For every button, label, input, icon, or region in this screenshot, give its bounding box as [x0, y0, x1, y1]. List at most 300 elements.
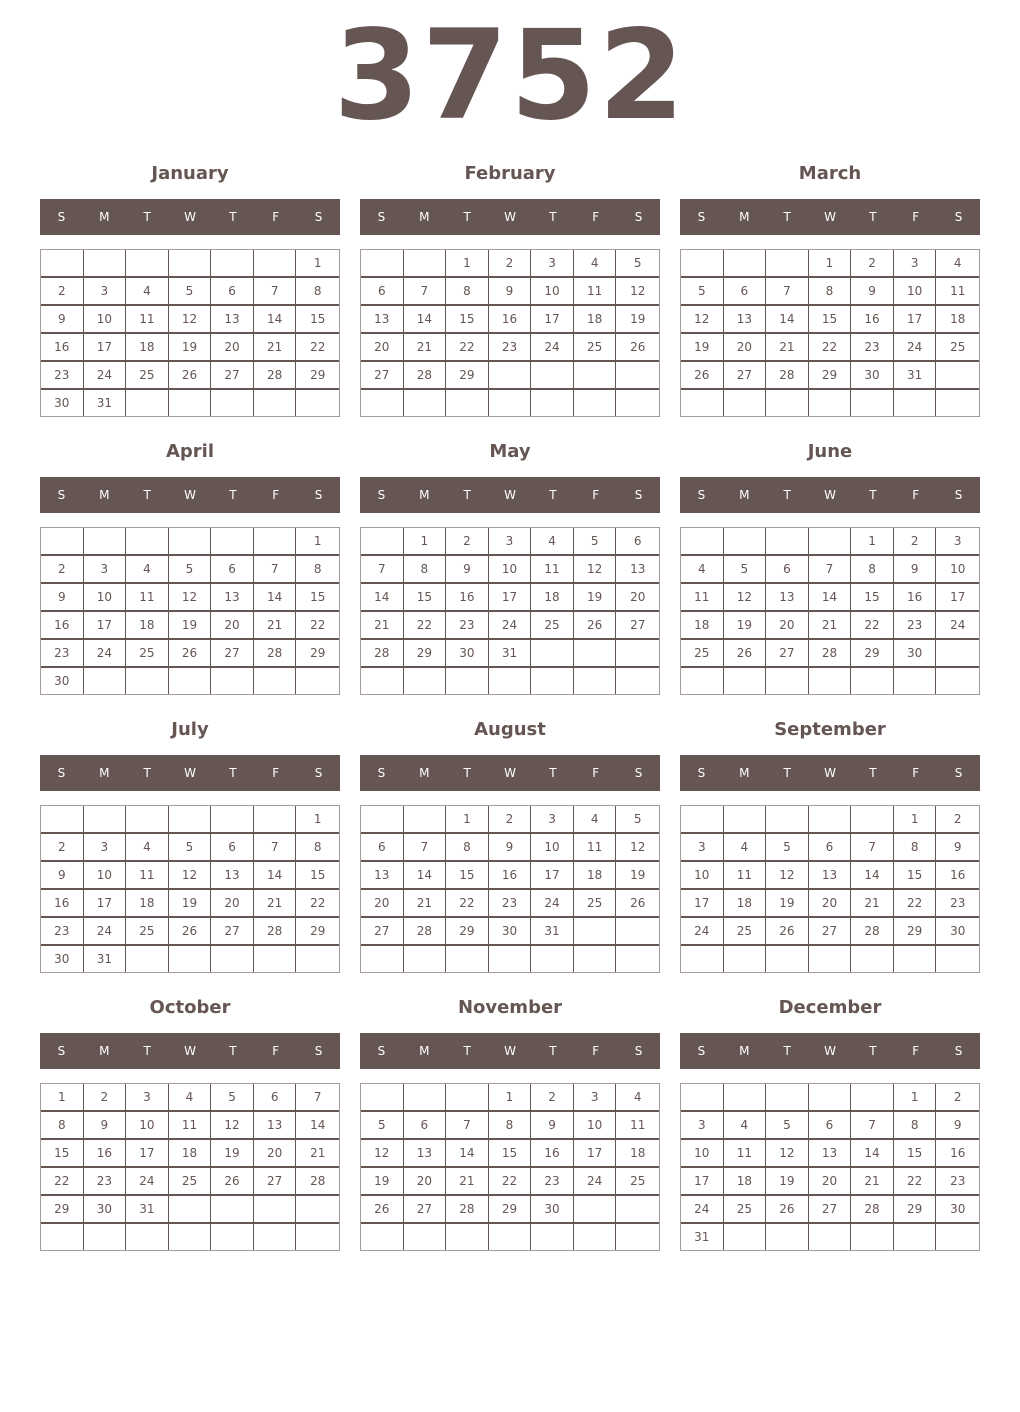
- weekday-label: F: [272, 488, 280, 502]
- weekday-label: S: [634, 766, 643, 780]
- day-cell: 7: [851, 834, 894, 862]
- weekday-label: W: [824, 1044, 836, 1058]
- day-cell: 16: [851, 306, 894, 334]
- day-cell: 16: [936, 862, 979, 890]
- day-cell: 14: [809, 584, 852, 612]
- day-cell: 2: [851, 250, 894, 278]
- weekday-label: T: [783, 1044, 791, 1058]
- weekday-label: S: [377, 1044, 386, 1058]
- day-cell: 21: [446, 1168, 489, 1196]
- weekday-label: S: [697, 1044, 706, 1058]
- day-cell: 18: [724, 890, 767, 918]
- weekday-header-bar: [360, 199, 660, 235]
- day-cell: 18: [616, 1140, 659, 1168]
- day-cell: 18: [681, 612, 724, 640]
- day-cell: 25: [169, 1168, 212, 1196]
- day-cell: 17: [489, 584, 532, 612]
- day-cell: 15: [404, 584, 447, 612]
- weekday-label: M: [739, 1044, 750, 1058]
- day-cell: 29: [809, 362, 852, 390]
- day-cell: 10: [894, 278, 937, 306]
- day-cell: [211, 1224, 254, 1250]
- day-cell: 26: [766, 918, 809, 946]
- day-cell: 21: [254, 612, 297, 640]
- month-title: July: [171, 719, 209, 740]
- day-cell: [404, 390, 447, 416]
- day-cell: 2: [41, 834, 84, 862]
- day-cell: 14: [766, 306, 809, 334]
- day-cell: 22: [446, 890, 489, 918]
- day-cell: [404, 250, 447, 278]
- day-cell: 15: [41, 1140, 84, 1168]
- day-cell: 24: [531, 334, 574, 362]
- weekday-label: F: [272, 1044, 280, 1058]
- weekday-label: S: [314, 210, 323, 224]
- day-cell: 8: [41, 1112, 84, 1140]
- day-cell: 13: [766, 584, 809, 612]
- day-cell: 20: [766, 612, 809, 640]
- day-cell: 14: [254, 862, 297, 890]
- weekday-label: F: [592, 1044, 600, 1058]
- day-cell: [724, 1084, 767, 1112]
- day-cell: 16: [446, 584, 489, 612]
- day-cell: [766, 250, 809, 278]
- day-cell: 6: [211, 834, 254, 862]
- day-cell: 27: [809, 1196, 852, 1224]
- day-cell: 25: [126, 918, 169, 946]
- day-cell: [126, 668, 169, 694]
- day-cell: [766, 668, 809, 694]
- weekday-label: T: [869, 210, 877, 224]
- day-cell: 26: [169, 640, 212, 668]
- day-cell: 10: [126, 1112, 169, 1140]
- weekday-label: W: [504, 766, 516, 780]
- day-cell: 19: [616, 306, 659, 334]
- day-cell: [531, 668, 574, 694]
- day-cell: 12: [766, 862, 809, 890]
- day-cell: 17: [531, 306, 574, 334]
- day-cell: 18: [126, 890, 169, 918]
- day-cell: [724, 946, 767, 972]
- weekday-label: F: [272, 766, 280, 780]
- weekday-label: S: [377, 210, 386, 224]
- weekday-label: T: [229, 766, 237, 780]
- day-cell: 5: [169, 556, 212, 584]
- day-cell: 3: [531, 806, 574, 834]
- day-cell: 1: [851, 528, 894, 556]
- day-cell: 4: [936, 250, 979, 278]
- day-cell: 17: [531, 862, 574, 890]
- day-cell: [724, 668, 767, 694]
- day-cell: 16: [489, 862, 532, 890]
- day-cell: [936, 1224, 979, 1250]
- day-cell: 12: [169, 862, 212, 890]
- day-cell: 7: [851, 1112, 894, 1140]
- weekday-label: S: [634, 1044, 643, 1058]
- day-cell: [681, 528, 724, 556]
- day-cell: [724, 528, 767, 556]
- day-cell: 20: [211, 890, 254, 918]
- day-cell: 23: [936, 1168, 979, 1196]
- day-cell: [296, 1196, 339, 1224]
- day-cell: 22: [404, 612, 447, 640]
- day-cell: 19: [169, 612, 212, 640]
- day-cell: 13: [254, 1112, 297, 1140]
- day-cell: 11: [616, 1112, 659, 1140]
- day-cell: 5: [766, 834, 809, 862]
- day-cell: 8: [446, 278, 489, 306]
- day-cell: 18: [724, 1168, 767, 1196]
- month-title: October: [149, 997, 231, 1018]
- day-cell: 26: [766, 1196, 809, 1224]
- day-cell: 15: [894, 1140, 937, 1168]
- day-cell: [574, 918, 617, 946]
- day-cell: 21: [361, 612, 404, 640]
- day-cell: 3: [681, 834, 724, 862]
- day-cell: 30: [851, 362, 894, 390]
- day-cell: 19: [169, 890, 212, 918]
- day-cell: 23: [936, 890, 979, 918]
- day-cell: 5: [169, 278, 212, 306]
- day-cell: 9: [531, 1112, 574, 1140]
- day-cell: 17: [126, 1140, 169, 1168]
- day-cell: 24: [84, 362, 127, 390]
- weekday-label: W: [184, 210, 196, 224]
- day-cell: 27: [211, 362, 254, 390]
- day-cell: [681, 390, 724, 416]
- day-cell: 30: [41, 946, 84, 972]
- day-cell: 13: [809, 1140, 852, 1168]
- day-cell: 12: [724, 584, 767, 612]
- day-cell: [894, 668, 937, 694]
- weekday-header-bar: [360, 1033, 660, 1069]
- day-cell: 19: [169, 334, 212, 362]
- day-cell: 15: [489, 1140, 532, 1168]
- month-title: January: [151, 163, 229, 184]
- day-cell: 15: [296, 862, 339, 890]
- weekday-label: S: [954, 1044, 963, 1058]
- day-cell: 3: [84, 556, 127, 584]
- day-cell: [616, 918, 659, 946]
- weekday-label: W: [504, 1044, 516, 1058]
- weekday-label: F: [912, 766, 920, 780]
- day-cell: 25: [724, 1196, 767, 1224]
- day-cell: [766, 1224, 809, 1250]
- weekday-label: S: [954, 210, 963, 224]
- day-cell: 23: [41, 362, 84, 390]
- day-cell: [169, 1224, 212, 1250]
- day-cell: 10: [84, 306, 127, 334]
- day-cell: [254, 390, 297, 416]
- day-cell: 5: [361, 1112, 404, 1140]
- day-cell: [211, 1196, 254, 1224]
- day-cell: 23: [41, 918, 84, 946]
- weekday-label: T: [463, 488, 471, 502]
- day-cell: 22: [894, 1168, 937, 1196]
- day-cell: 14: [851, 862, 894, 890]
- day-cell: 15: [894, 862, 937, 890]
- day-cell: 26: [169, 918, 212, 946]
- day-grid: [680, 527, 980, 695]
- day-cell: 9: [41, 584, 84, 612]
- day-cell: 9: [894, 556, 937, 584]
- weekday-label: M: [419, 766, 430, 780]
- day-grid: [40, 527, 340, 695]
- day-cell: [361, 250, 404, 278]
- day-cell: 8: [489, 1112, 532, 1140]
- day-cell: 4: [126, 834, 169, 862]
- day-grid: [680, 1083, 980, 1251]
- day-cell: 16: [41, 612, 84, 640]
- day-cell: 21: [851, 1168, 894, 1196]
- day-cell: [254, 668, 297, 694]
- weekday-label: S: [377, 766, 386, 780]
- day-cell: 6: [404, 1112, 447, 1140]
- day-cell: 12: [361, 1140, 404, 1168]
- day-cell: 17: [84, 890, 127, 918]
- day-cell: 10: [574, 1112, 617, 1140]
- day-cell: 19: [724, 612, 767, 640]
- day-cell: 20: [254, 1140, 297, 1168]
- day-cell: 25: [936, 334, 979, 362]
- day-cell: [169, 668, 212, 694]
- day-cell: 17: [936, 584, 979, 612]
- day-cell: [361, 528, 404, 556]
- day-cell: [574, 946, 617, 972]
- weekday-label: S: [377, 488, 386, 502]
- day-cell: [296, 668, 339, 694]
- day-cell: 20: [361, 890, 404, 918]
- day-cell: 7: [361, 556, 404, 584]
- day-cell: [681, 946, 724, 972]
- day-cell: 9: [936, 834, 979, 862]
- day-cell: [41, 528, 84, 556]
- day-cell: 1: [894, 806, 937, 834]
- weekday-label: T: [549, 1044, 557, 1058]
- day-cell: 24: [681, 1196, 724, 1224]
- day-cell: 30: [41, 668, 84, 694]
- day-cell: 30: [489, 918, 532, 946]
- day-cell: 28: [851, 918, 894, 946]
- day-cell: 14: [254, 306, 297, 334]
- day-cell: 30: [936, 1196, 979, 1224]
- weekday-label: F: [912, 210, 920, 224]
- day-cell: [254, 1196, 297, 1224]
- day-cell: 19: [766, 1168, 809, 1196]
- day-cell: 14: [404, 306, 447, 334]
- day-cell: [851, 1224, 894, 1250]
- day-cell: 8: [894, 1112, 937, 1140]
- day-cell: 20: [211, 334, 254, 362]
- day-cell: [724, 1224, 767, 1250]
- day-cell: [41, 1224, 84, 1250]
- day-grid: [360, 805, 660, 973]
- day-cell: [531, 390, 574, 416]
- weekday-label: M: [99, 488, 110, 502]
- day-cell: 8: [809, 278, 852, 306]
- day-cell: 12: [574, 556, 617, 584]
- day-cell: [84, 250, 127, 278]
- day-cell: [936, 946, 979, 972]
- day-cell: [936, 362, 979, 390]
- month-title: December: [778, 997, 882, 1018]
- day-cell: 28: [766, 362, 809, 390]
- weekday-label: W: [824, 210, 836, 224]
- day-grid: [360, 527, 660, 695]
- day-cell: 3: [681, 1112, 724, 1140]
- day-cell: 18: [936, 306, 979, 334]
- day-cell: 20: [211, 612, 254, 640]
- day-cell: 6: [809, 834, 852, 862]
- day-cell: 3: [936, 528, 979, 556]
- day-cell: [361, 390, 404, 416]
- day-cell: [211, 250, 254, 278]
- day-cell: 6: [724, 278, 767, 306]
- day-cell: 11: [681, 584, 724, 612]
- day-cell: 7: [766, 278, 809, 306]
- day-cell: [809, 1224, 852, 1250]
- day-cell: 8: [851, 556, 894, 584]
- weekday-header-bar: [680, 755, 980, 791]
- day-cell: 20: [361, 334, 404, 362]
- day-cell: 7: [296, 1084, 339, 1112]
- weekday-label: F: [592, 766, 600, 780]
- day-cell: [616, 946, 659, 972]
- day-cell: 28: [404, 918, 447, 946]
- weekday-label: W: [184, 1044, 196, 1058]
- day-cell: 13: [211, 306, 254, 334]
- day-cell: 6: [616, 528, 659, 556]
- day-cell: 7: [446, 1112, 489, 1140]
- day-cell: [681, 1084, 724, 1112]
- day-cell: 18: [531, 584, 574, 612]
- day-cell: [616, 390, 659, 416]
- day-cell: 27: [211, 918, 254, 946]
- day-cell: 24: [681, 918, 724, 946]
- day-cell: [681, 806, 724, 834]
- day-cell: 16: [936, 1140, 979, 1168]
- day-cell: [936, 640, 979, 668]
- day-cell: [446, 946, 489, 972]
- weekday-label: T: [143, 210, 151, 224]
- day-cell: 20: [404, 1168, 447, 1196]
- day-cell: [404, 668, 447, 694]
- day-cell: [404, 1084, 447, 1112]
- day-cell: 19: [361, 1168, 404, 1196]
- day-cell: 5: [766, 1112, 809, 1140]
- day-cell: [361, 1224, 404, 1250]
- day-cell: 10: [936, 556, 979, 584]
- day-cell: 1: [446, 806, 489, 834]
- day-cell: 30: [936, 918, 979, 946]
- day-cell: 9: [446, 556, 489, 584]
- weekday-label: S: [314, 766, 323, 780]
- day-cell: [211, 806, 254, 834]
- day-cell: 21: [809, 612, 852, 640]
- weekday-header-bar: [680, 1033, 980, 1069]
- day-cell: 23: [41, 640, 84, 668]
- day-cell: 17: [681, 1168, 724, 1196]
- day-cell: 27: [254, 1168, 297, 1196]
- weekday-label: F: [912, 488, 920, 502]
- day-cell: 2: [936, 1084, 979, 1112]
- day-cell: 21: [851, 890, 894, 918]
- day-cell: 29: [894, 918, 937, 946]
- day-cell: [809, 668, 852, 694]
- day-cell: 8: [894, 834, 937, 862]
- day-cell: 11: [724, 1140, 767, 1168]
- day-cell: 22: [851, 612, 894, 640]
- day-cell: [169, 1196, 212, 1224]
- day-cell: 17: [894, 306, 937, 334]
- day-cell: [41, 250, 84, 278]
- day-cell: [489, 668, 532, 694]
- day-cell: 13: [616, 556, 659, 584]
- day-cell: 6: [211, 278, 254, 306]
- day-cell: 29: [296, 640, 339, 668]
- day-cell: [809, 1084, 852, 1112]
- day-cell: 14: [254, 584, 297, 612]
- day-cell: 27: [809, 918, 852, 946]
- day-cell: 29: [489, 1196, 532, 1224]
- day-cell: 17: [84, 334, 127, 362]
- day-cell: 19: [616, 862, 659, 890]
- day-cell: 22: [489, 1168, 532, 1196]
- day-cell: 26: [574, 612, 617, 640]
- day-cell: [84, 1224, 127, 1250]
- day-cell: 3: [84, 278, 127, 306]
- weekday-header-bar: [360, 477, 660, 513]
- day-cell: 13: [211, 584, 254, 612]
- weekday-label: S: [57, 210, 66, 224]
- weekday-label: F: [272, 210, 280, 224]
- day-cell: [766, 390, 809, 416]
- day-cell: [809, 946, 852, 972]
- day-cell: 31: [531, 918, 574, 946]
- weekday-label: T: [783, 488, 791, 502]
- weekday-header-bar: [40, 477, 340, 513]
- weekday-label: W: [184, 488, 196, 502]
- day-cell: 4: [531, 528, 574, 556]
- day-cell: [809, 806, 852, 834]
- day-cell: 10: [84, 862, 127, 890]
- day-cell: 19: [766, 890, 809, 918]
- day-cell: 23: [851, 334, 894, 362]
- day-cell: [446, 390, 489, 416]
- day-cell: 31: [84, 946, 127, 972]
- weekday-header-bar: [680, 477, 980, 513]
- day-cell: 26: [169, 362, 212, 390]
- day-cell: [126, 390, 169, 416]
- day-cell: 14: [296, 1112, 339, 1140]
- day-cell: 21: [766, 334, 809, 362]
- weekday-label: T: [549, 210, 557, 224]
- day-cell: 25: [574, 890, 617, 918]
- day-cell: 12: [616, 278, 659, 306]
- day-cell: 22: [296, 334, 339, 362]
- day-cell: 28: [254, 640, 297, 668]
- day-grid: [40, 805, 340, 973]
- day-cell: [126, 806, 169, 834]
- day-cell: 18: [574, 306, 617, 334]
- day-grid: [680, 249, 980, 417]
- weekday-label: T: [783, 210, 791, 224]
- day-cell: 15: [809, 306, 852, 334]
- day-cell: 23: [84, 1168, 127, 1196]
- day-cell: 9: [41, 306, 84, 334]
- day-grid: [680, 805, 980, 973]
- weekday-header-bar: [360, 755, 660, 791]
